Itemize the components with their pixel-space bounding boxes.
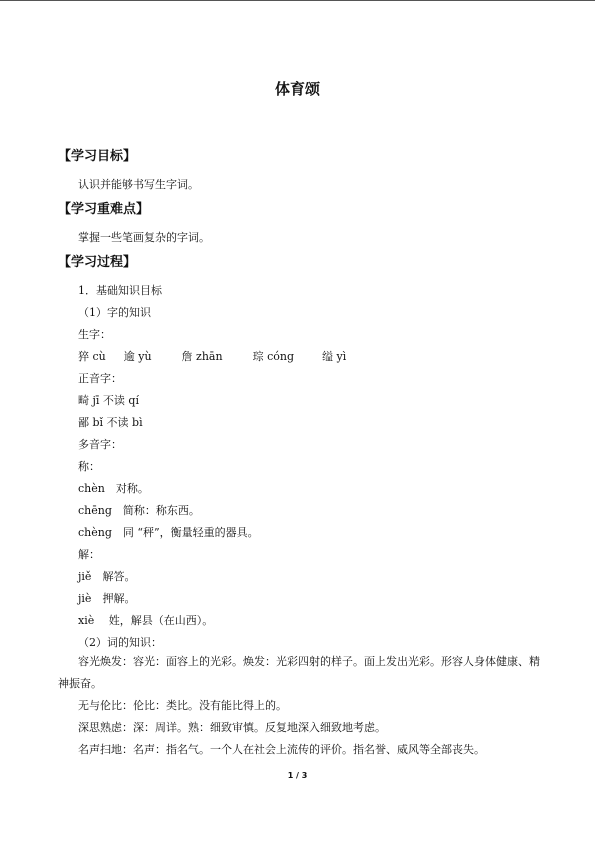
polyphone-label: 多音字： [78, 438, 122, 451]
correct-pronunciation-item: 鄙 bǐ 不读 bì [78, 416, 143, 429]
polyphone-cheng-item: chèn 对称。 [78, 482, 149, 495]
char-knowledge-heading: （1）字的知识 [78, 306, 151, 319]
new-chars-label: 生字： [78, 328, 111, 341]
new-char-item: 琮 cóng [252, 350, 294, 363]
new-char-item: 詹 zhān [181, 350, 223, 363]
polyphone-jie-label: 解： [78, 548, 100, 561]
document-title: 体育颂 [274, 80, 320, 98]
polyphone-cheng-label: 称： [78, 460, 100, 473]
difficulty-text: 掌握一些笔画复杂的字词。 [78, 231, 210, 244]
section-heading-goal: 【学习目标】 [58, 149, 137, 164]
polyphone-cheng-item: chēng 简称：称东西。 [78, 504, 200, 517]
page-top-border [0, 0, 595, 1]
section-heading-process: 【学习过程】 [58, 255, 137, 270]
new-char-item: 缢 yì [321, 350, 347, 363]
polyphone-jie-item: jiě 解答。 [78, 570, 136, 583]
word-definition: 深思熟虑：深：周详。熟：细致审慎。反复地深入细致地考虑。 [78, 721, 386, 734]
polyphone-jie-item: xiè 姓，解县（在山西）。 [78, 614, 214, 627]
goal-text: 认识并能够书写生字词。 [78, 178, 199, 191]
page-number: 1 / 3 [287, 771, 308, 780]
correct-pronunciation-item: 畸 jī 不读 qí [78, 394, 139, 407]
new-char-item: 逾 yù [123, 350, 152, 363]
new-char-item: 猝 cù [78, 350, 106, 363]
polyphone-cheng-item: chèng 同 “秤”，衡量轻重的器具。 [78, 526, 259, 539]
new-chars-row [78, 348, 346, 364]
word-definition: 容光焕发：容光：面容上的光彩。焕发：光彩四射的样子。面上发出光彩。形容人身体健康、精神振奋。 [58, 655, 540, 690]
section-heading-difficulty: 【学习重难点】 [58, 202, 150, 217]
correct-pronunciation-label: 正音字： [78, 372, 122, 385]
word-definition: 名声扫地：名声：指名气。一个人在社会上流传的评价。指名誉、威风等全部丧失。 [78, 743, 485, 756]
word-definition: 无与伦比：伦比：类比。没有能比得上的。 [78, 699, 287, 712]
word-knowledge-heading: （2）词的知识： [78, 636, 162, 649]
polyphone-jie-item: jiè 押解。 [78, 592, 136, 605]
step-1-heading: 1．基础知识目标 [78, 284, 162, 297]
